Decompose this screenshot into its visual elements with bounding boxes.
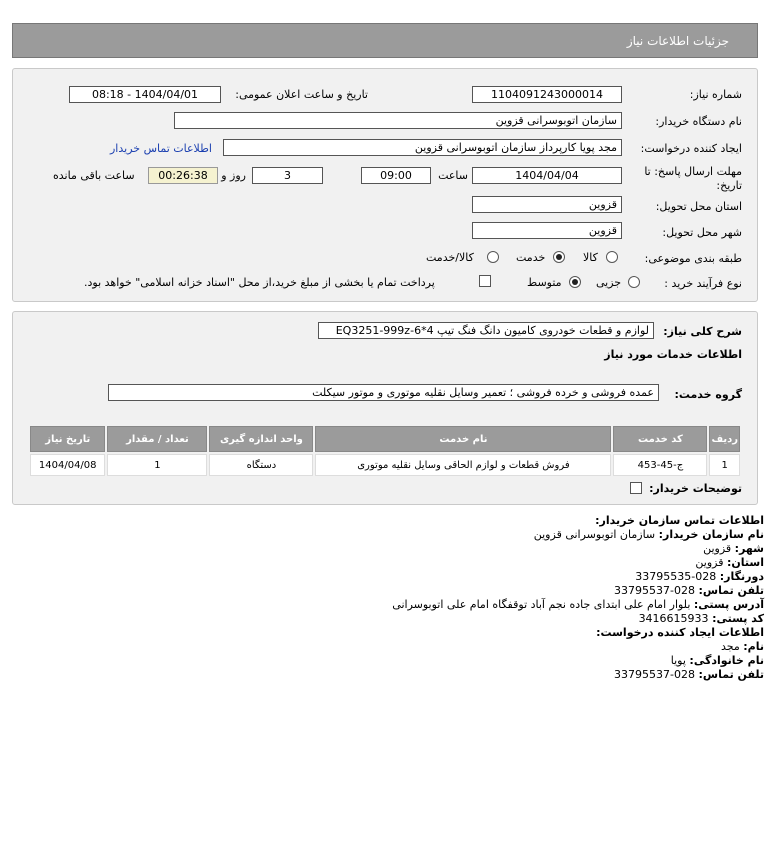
contact-city: قزوین	[703, 542, 732, 555]
service-group-field: عمده فروشی و خرده فروشی ؛ تعمیر وسایل نقلیه موتوری و موتور سیکلت	[108, 384, 659, 401]
creator-last-name: پویا	[670, 654, 686, 667]
deadline-label-date: تاریخ:	[716, 179, 742, 192]
table-cell: ج-45-453	[613, 454, 707, 476]
table-header: ردیف	[709, 426, 740, 452]
category-option-service: خدمت	[516, 251, 546, 264]
need-number-label: شماره نیاز:	[689, 88, 742, 101]
contact-phone-row	[614, 584, 764, 597]
treasury-payment-checkbox[interactable]	[479, 275, 491, 287]
need-number-field: 1104091243000014	[472, 86, 622, 103]
contact-heading: اطلاعات تماس سازمان خریدار:	[595, 514, 764, 527]
contact-fax: 028-33795535	[635, 570, 717, 583]
buyer-contact-link[interactable]: اطلاعات تماس خریدار	[110, 142, 212, 155]
contact-province-label: استان:	[727, 556, 764, 569]
table-header: کد خدمت	[613, 426, 707, 452]
creator-last-name-row	[671, 654, 764, 667]
table-cell: دستگاه	[209, 454, 313, 476]
process-option-medium: متوسط	[527, 276, 562, 289]
page-header	[12, 23, 758, 58]
buyer-org-label: نام دستگاه خریدار:	[655, 115, 742, 128]
contact-postal-label: کد پستی:	[712, 612, 764, 625]
deadline-date-field: 1404/04/04	[472, 167, 622, 184]
need-details-panel	[12, 68, 758, 302]
process-radio-minor[interactable]	[628, 276, 640, 288]
services-heading: اطلاعات خدمات مورد نیاز	[604, 348, 742, 361]
contact-city-row	[703, 542, 764, 555]
contact-fax-row	[635, 570, 764, 583]
contact-address-label: آدرس پستی:	[693, 598, 764, 611]
contact-address-row	[392, 598, 764, 611]
creator-label: ایجاد کننده درخواست:	[640, 142, 742, 155]
city-field: قزوین	[472, 222, 622, 239]
table-header: تعداد / مقدار	[107, 426, 207, 452]
creator-phone-row	[614, 668, 764, 681]
announce-field: 1404/04/01 - 08:18	[69, 86, 221, 103]
process-radio-medium[interactable]	[569, 276, 581, 288]
time-label: ساعت	[438, 169, 468, 182]
creator-first-name-label: نام:	[743, 640, 764, 653]
category-option-goods-service: کالا/خدمت	[426, 251, 474, 264]
category-radio-goods-service[interactable]	[487, 251, 499, 263]
creator-first-name: مجد	[720, 640, 740, 653]
contact-province: قزوین	[695, 556, 724, 569]
category-radio-service[interactable]	[553, 251, 565, 263]
creator-field: مجد پویا کارپرداز سازمان اتوبوسرانی قزوین	[223, 139, 622, 156]
table-header: نام خدمت	[315, 426, 611, 452]
table-header: تاریخ نیاز	[30, 426, 105, 452]
contact-phone-label: تلفن تماس:	[698, 584, 764, 597]
contact-org-row	[534, 528, 764, 541]
category-radio-goods[interactable]	[606, 251, 618, 263]
contact-org: سازمان اتوبوسرانی قزوین	[533, 528, 656, 541]
city-label: شهر محل تحویل:	[662, 226, 742, 239]
page-title: جزئیات اطلاعات نیاز	[626, 34, 729, 48]
days-field: 3	[252, 167, 323, 184]
process-label: نوع فرآیند خرید :	[664, 277, 742, 290]
contact-address: بلوار امام علی ابتدای جاده نجم آباد توقفگاه امام علی اتوبوسرانی	[392, 598, 691, 611]
remaining-time-field: 00:26:38	[148, 167, 218, 184]
province-label: استان محل تحویل:	[655, 200, 742, 213]
contact-postal-row	[639, 612, 764, 625]
general-desc-label: شرح کلی نیاز:	[663, 325, 742, 338]
deadline-time-field: 09:00	[361, 167, 431, 184]
category-label: طبقه بندی موضوعی:	[644, 252, 742, 265]
table-row	[30, 454, 740, 476]
buyer-notes-checkbox[interactable]	[630, 482, 642, 494]
table-cell: 1404/04/08	[30, 454, 105, 476]
creator-phone: 028-33795537	[614, 668, 696, 681]
service-group-label: گروه خدمت:	[674, 388, 742, 401]
creator-last-name-label: نام خانوادگی:	[689, 654, 764, 667]
contact-province-row	[695, 556, 764, 569]
process-option-minor: جزیی	[596, 276, 622, 289]
contact-phone: 028-33795537	[614, 584, 696, 597]
province-field: قزوین	[472, 196, 622, 213]
contact-city-label: شهر:	[734, 542, 764, 555]
treasury-payment-note: پرداخت تمام یا بخشی از مبلغ خرید،از محل "اسناد خزانه اسلامی" خواهد بود.	[84, 276, 435, 289]
services-table	[28, 424, 742, 478]
creator-first-name-row	[721, 640, 764, 653]
contact-fax-label: دورنگار:	[719, 570, 764, 583]
general-desc-field: لوازم و قطعات خودروی کامیون دانگ فنگ تیپ 4*6-EQ3251-999z	[318, 322, 654, 339]
table-header: واحد اندازه گیری	[209, 426, 313, 452]
contact-postal: 3416615933	[638, 612, 709, 625]
creator-heading: اطلاعات ایجاد کننده درخواست:	[596, 626, 764, 639]
buyer-notes-label: توضیحات خریدار:	[649, 482, 742, 495]
remaining-label: ساعت باقی مانده	[53, 169, 135, 182]
deadline-label: مهلت ارسال پاسخ: تا	[644, 165, 742, 178]
days-label: روز و	[221, 169, 246, 182]
table-cell: فروش قطعات و لوازم الحاقی وسایل نقلیه موتوری	[315, 454, 611, 476]
table-cell: 1	[107, 454, 207, 476]
table-cell: 1	[709, 454, 740, 476]
announce-label: تاریخ و ساعت اعلان عمومی:	[235, 88, 368, 101]
contact-org-label: نام سازمان خریدار:	[658, 528, 764, 541]
category-option-goods: کالا	[583, 251, 598, 264]
buyer-org-field: سازمان اتوبوسرانی قزوین	[174, 112, 622, 129]
creator-phone-label: تلفن تماس:	[698, 668, 764, 681]
